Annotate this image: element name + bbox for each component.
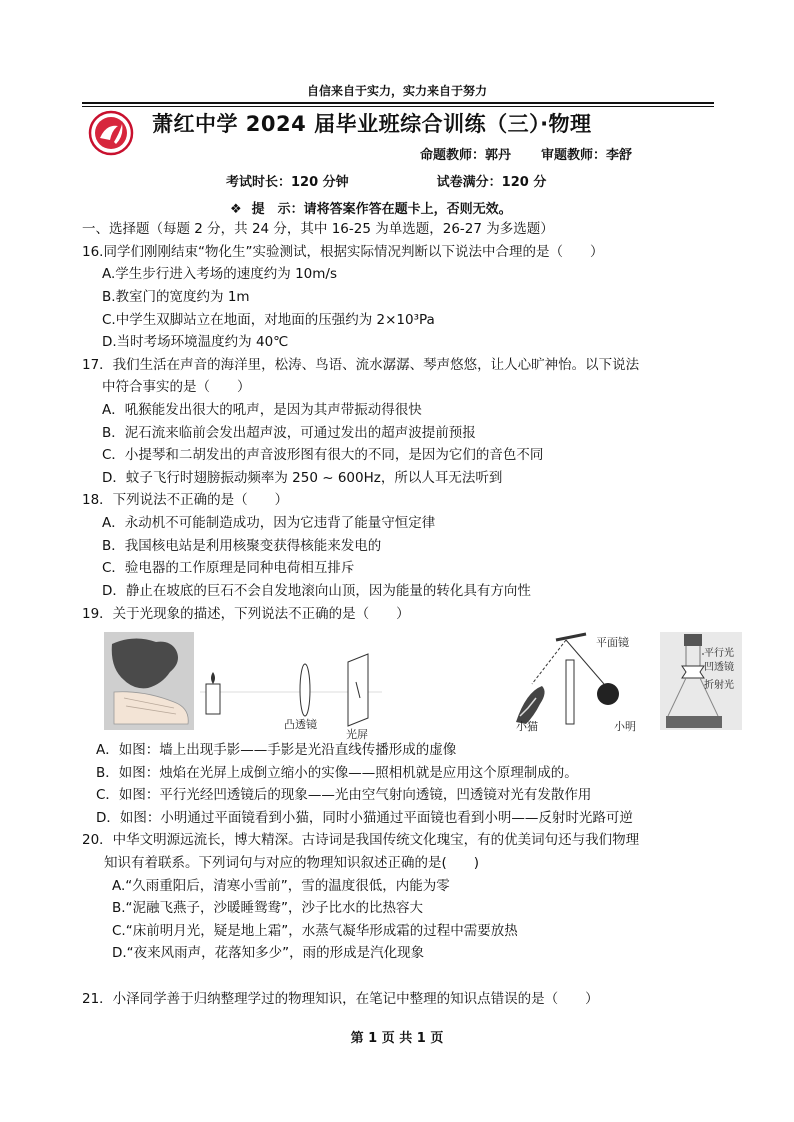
header-rule-thick (82, 102, 714, 104)
q17-option-a: A．吼猴能发出很大的吼声，是因为其声带振动得很快 (102, 402, 422, 418)
label-parallel-light: 平行光 (704, 648, 734, 659)
q16-option-a: A.学生步行进入考场的速度约为 10m/s (102, 266, 337, 282)
q16-option-b: B.教室门的宽度约为 1m (102, 289, 250, 305)
exam-info (226, 171, 546, 190)
q17-stem-line2: 中符合事实的是（ ） (102, 379, 251, 395)
q20-stem-line2: 知识有着联系。下列词句与对应的物理知识叙述正确的是( ) (104, 855, 480, 871)
reviewer-teacher: 审题教师：李舒 (541, 148, 633, 163)
exam-title: 萧红中学 2024 届毕业班综合训练（三）·物理 (152, 112, 592, 136)
school-logo-icon (88, 110, 134, 156)
q18-option-b: B．我国核电站是利用核聚变获得核能来发电的 (102, 538, 382, 554)
q18-option-c: C．验电器的工作原理是同种电荷相互排斥 (102, 560, 355, 576)
section-heading: 一、选择题（每题 2 分，共 24 分，其中 16-25 为单选题，26-27 为多选题） (82, 221, 554, 237)
motto: 自信来自于实力，实力来自于努力 (306, 84, 487, 98)
label-plane-mirror: 平面镜 (596, 636, 629, 649)
q19-stem: 19．关于光现象的描述，下列说法不正确的是（ ） (82, 606, 410, 622)
q18-option-d: D．静止在坡底的巨石不会自发地滚向山顶，因为能量的转化具有方向性 (102, 583, 531, 599)
q16-stem: 16.同学们刚刚结束“物化生”实验测试，根据实际情况判断以下说法中合理的是（ ） (82, 244, 604, 260)
figure-concave-lens (660, 632, 742, 730)
q16-option-d: D.当时考场环境温度约为 40℃ (102, 334, 289, 350)
label-xiaoming: 小明 (614, 720, 636, 733)
q21-stem: 21．小泽同学善于归纳整理学过的物理知识，在笔记中整理的知识点错误的是（ ） (82, 991, 599, 1007)
setter-teacher: 命题教师：郭丹 (420, 148, 512, 163)
q19-option-d: D．如图：小明通过平面镜看到小猫，同时小猫通过平面镜也看到小明——反射时光路可逆 (96, 810, 633, 826)
label-cat: 小猫 (516, 720, 538, 733)
q20-stem-line1: 20．中华文明源远流长，博大精深。古诗词是我国传统文化瑰宝，有的优美词句还与我们物理 (82, 832, 640, 848)
label-concave-lens: 凹透镜 (704, 662, 734, 673)
exam-duration: 考试时长：120 分钟 (226, 175, 349, 190)
diamond-icon: ❖ (230, 202, 242, 217)
q18-stem: 18．下列说法不正确的是（ ） (82, 492, 289, 508)
q16-option-c: C.中学生双脚站立在地面，对地面的压强约为 2×10³Pa (102, 312, 435, 328)
figure-convex-lens-setup (200, 632, 382, 741)
tip-line (230, 198, 512, 217)
q17-stem-line1: 17．我们生活在声音的海洋里，松涛、鸟语、流水潺潺、琴声悠悠，让人心旷神怡。以下说法 (82, 357, 640, 373)
q19-option-a: A．如图：墙上出现手影——手影是光沿直线传播形成的虚像 (96, 742, 457, 758)
figure-plane-mirror (506, 632, 652, 732)
header-rule-thin (82, 106, 714, 107)
q18-option-a: A．永动机不可能制造成功，因为它违背了能量守恒定律 (102, 515, 436, 531)
q20-option-c: C.“床前明月光，疑是地上霜”，水蒸气凝华形成霜的过程中需要放热 (112, 923, 518, 939)
q17-option-c: C．小提琴和二胡发出的声音波形图有很大的不同，是因为它们的音色不同 (102, 447, 544, 463)
label-refracted-light: 折射光 (704, 680, 734, 691)
q20-option-d: D.“夜来风雨声，花落知多少”，雨的形成是汽化现象 (112, 945, 425, 961)
figure-hand-shadow (104, 632, 194, 730)
page-footer: 第 1 页 共 1 页 (350, 1031, 444, 1046)
q17-option-d: D．蚊子飞行时翅膀振动频率为 250 ~ 600Hz，所以人耳无法听到 (102, 470, 503, 486)
full-score: 试卷满分：120 分 (436, 175, 547, 190)
label-screen: 光屏 (346, 728, 368, 741)
q17-option-b: B．泥石流来临前会发出超声波，可通过发出的超声波提前预报 (102, 425, 476, 441)
q20-option-b: B.“泥融飞燕子，沙暖睡鸳鸯”，沙子比水的比热容大 (112, 900, 424, 916)
q20-option-a: A.“久雨重阳后，清寒小雪前”，雪的温度很低，内能为零 (112, 878, 450, 894)
q19-option-c: C．如图：平行光经凹透镜后的现象——光由空气射向透镜，凹透镜对光有发散作用 (96, 787, 592, 803)
teachers-line (420, 144, 662, 163)
q19-option-b: B．如图：烛焰在光屏上成倒立缩小的实像——照相机就是应用这个原理制成的。 (96, 765, 578, 781)
label-convex-lens: 凸透镜 (284, 718, 317, 731)
tip-text: 提 示：请将答案作答在题卡上，否则无效。 (251, 202, 512, 217)
